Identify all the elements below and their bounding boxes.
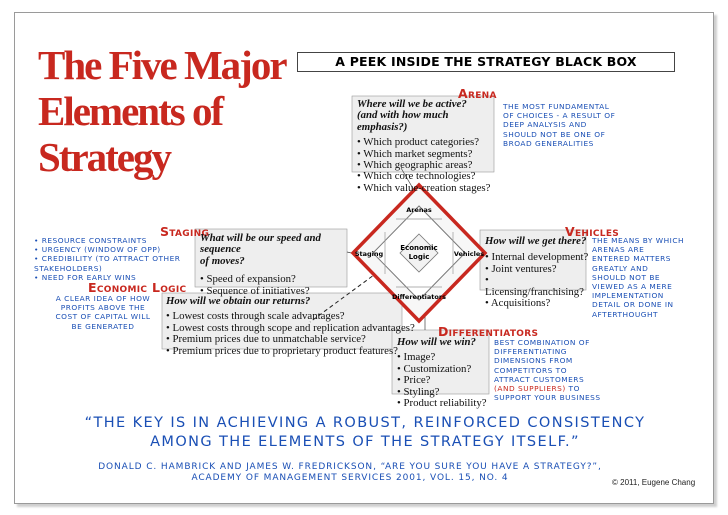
vehicles-header: Vehicles <box>565 224 620 239</box>
economic-logic-header: Economic Logic <box>88 280 187 295</box>
title-line-3: Strategy <box>38 134 171 180</box>
list-item: • Licensing/franchising? <box>485 274 584 298</box>
differentiators-note: BEST COMBINATION OF DIFFERENTIATING DIMENSIONS FROM COMPETITORS TO ATTRACT CUSTOMERS (AND SUPPLIERS) TO SUPPORT YOUR BUSINESS <box>494 338 601 403</box>
citation-line-2: ACADEMY OF MANAGEMENT SERVICES 2001, VOL. 15, NO. 4 <box>191 473 509 483</box>
center-label-2: Logic <box>408 253 430 261</box>
list-item: • Internal development? <box>485 251 589 264</box>
node-arenas: Arenas <box>406 206 432 214</box>
staging-note: • RESOURCE CONSTRAINTS • URGENCY (WINDOW OF OPP) • CREDIBILITY (TO ATTRACT OTHER STAKEHOLDERS) • NEED FOR EARLY WINS <box>34 236 181 282</box>
list-item: • Image? <box>397 351 436 364</box>
list-item: • Customization? <box>397 362 472 375</box>
arena-question-line: Where will we be active? <box>357 98 467 110</box>
vehicles-questions <box>485 236 590 309</box>
list-item: • Which core technologies? <box>357 170 476 183</box>
list-item: • Lowest costs through scope and replication advantages? <box>166 321 415 334</box>
list-item: • Sequence of initiatives? <box>200 284 310 297</box>
list-item: • Product reliability? <box>397 397 487 410</box>
staging-header: Staging <box>160 224 210 239</box>
list-item: • Which product categories? <box>357 136 479 149</box>
staging-question-line: of moves? <box>200 254 245 267</box>
list-item: • Premium prices due to proprietary product features? <box>166 344 398 357</box>
center-label-1: Economic <box>400 244 438 252</box>
quote-line-1: “THE KEY IS IN ACHIEVING A ROBUST, REINFORCED CONSISTENCY <box>84 415 646 431</box>
citation-line-1: DONALD C. HAMBRICK AND JAMES W. FREDRICKSON, “ARE YOU SURE YOU HAVE A STRATEGY?”, <box>98 462 602 472</box>
differentiators-question-line: How will we win? <box>397 336 476 348</box>
list-item: • Premium prices due to unmatchable service? <box>166 333 366 346</box>
copyright: © 2011, Eugene Chang <box>612 478 696 487</box>
node-differentiators: Differentiators <box>392 293 446 301</box>
differentiators-header: Differentiators <box>438 324 539 339</box>
economic-logic-questions <box>166 296 416 357</box>
vehicles-note: THE MEANS BY WHICH ARENAS ARE ENTERED MATTERS GREATLY AND SHOULD NOT BE VIEWED AS A MERE IMPLEMENTATION DETAIL OR DONE IN AFTERTHOUGHT <box>592 236 685 319</box>
staging-questions <box>200 233 350 297</box>
vehicles-question-line: How will we get there? <box>485 235 587 247</box>
list-item: • Which value-creation stages? <box>357 181 491 194</box>
key-quote <box>60 414 670 452</box>
title-line-1: The Five Major <box>38 42 286 88</box>
arena-note: THE MOST FUNDAMENTAL OF CHOICES - A RESULT OF DEEP ANALYSIS AND SHOULD NOT BE ONE OF BROAD GENERALITIES <box>503 102 616 148</box>
quote-line-2: AMONG THE ELEMENTS OF THE STRATEGY ITSELF.” <box>150 434 580 450</box>
staging-question-line: What will be our speed and sequence <box>200 232 321 256</box>
list-item: • Lowest costs through scale advantages? <box>166 310 345 323</box>
list-item: • Which geographic areas? <box>357 159 473 172</box>
suppliers-highlight: (AND SUPPLIERS) <box>494 384 566 394</box>
node-vehicles: Vehicles <box>453 250 485 258</box>
arena-question-line: (and with how much emphasis?) <box>357 109 449 133</box>
title-line-2: Elements of <box>38 88 223 134</box>
list-item: • Speed of expansion? <box>200 273 296 286</box>
economic-logic-note: A CLEAR IDEA OF HOW PROFITS ABOVE THE COST OF CAPITAL WILL BE GENERATED <box>55 294 151 331</box>
citation <box>70 462 630 484</box>
list-item: • Joint ventures? <box>485 262 557 275</box>
differentiators-questions <box>397 337 492 409</box>
arena-questions <box>357 99 497 194</box>
banner: A PEEK INSIDE THE STRATEGY BLACK BOX <box>297 52 675 72</box>
list-item: • Styling? <box>397 385 440 398</box>
arena-header: Arena <box>458 86 497 101</box>
list-item: • Price? <box>397 374 431 387</box>
node-staging: Staging <box>354 250 384 258</box>
economic-logic-question-line: How will we obtain our returns? <box>166 295 311 307</box>
list-item: • Acquisitions? <box>485 297 551 310</box>
list-item: • Which market segments? <box>357 147 473 160</box>
